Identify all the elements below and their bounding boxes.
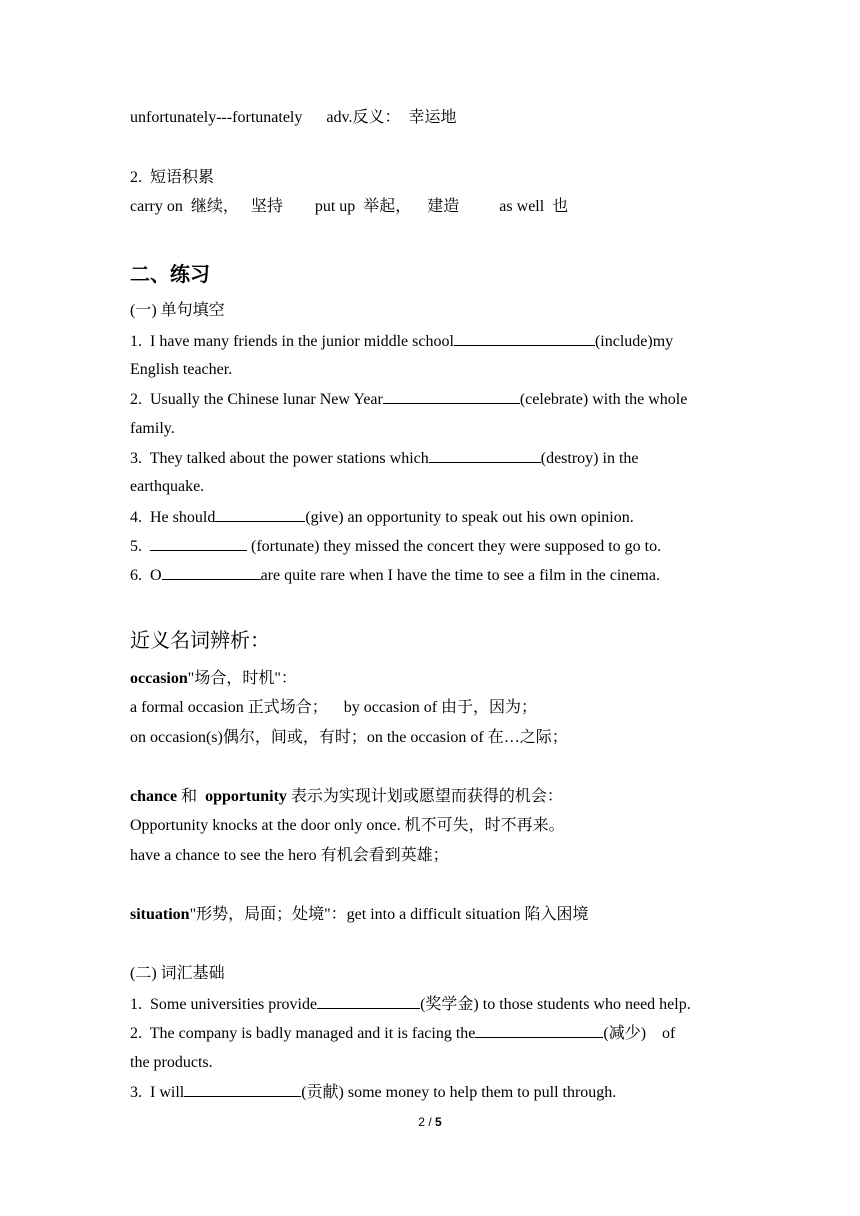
opportunity-word: opportunity	[205, 788, 287, 805]
exercise-item-3-cont: earthquake.	[130, 478, 205, 495]
part1-title: (一) 单句填空	[130, 302, 225, 319]
vocab-item-2-cont: the products.	[130, 1054, 213, 1071]
vocab-item-2: 2. The company is badly managed and it is facing the (减少) of	[130, 1025, 676, 1042]
vocab-item-1: 1. Some universities provide (奖学金) to those students who need help.	[130, 996, 691, 1013]
page-number: 2 / 5	[418, 1115, 442, 1129]
answer-blank-1[interactable]	[454, 331, 595, 346]
exercise-item-6: 6. O are quite rare when I have the time to see a film in the cinema.	[130, 567, 660, 584]
antonym-note: adv.反义： 幸运地	[326, 109, 457, 126]
part2-title: (二) 词汇基础	[130, 965, 225, 982]
vocab-blank-1[interactable]	[317, 994, 420, 1009]
antonym-line	[130, 108, 456, 128]
chance-example-1: Opportunity knocks at the door only once. 机不可失，时不再来。	[130, 817, 565, 834]
exercise-item-5: 5. (fortunate) they missed the concert they were supposed to go to.	[130, 538, 662, 555]
answer-blank-3[interactable]	[429, 448, 541, 463]
answer-blank-2[interactable]	[383, 389, 520, 404]
occasion-word: occasion	[130, 670, 188, 687]
situation-word: situation	[130, 906, 190, 923]
exercise-item-4: 4. He should (give) an opportunity to speak out his own opinion.	[130, 509, 634, 526]
occasion-example-1: a formal occasion 正式场合； by occasion of 由于，因为；	[130, 699, 538, 716]
chance-example-2: have a chance to see the hero 有机会看到英雄；	[130, 847, 449, 864]
answer-blank-6[interactable]	[162, 565, 261, 580]
phrases-line: carry on 继续， 坚持 put up 举起， 建造 as well 也	[130, 198, 569, 215]
exercise-item-3: 3. They talked about the power stations which (destroy) in the	[130, 450, 639, 467]
answer-blank-4[interactable]	[215, 507, 305, 522]
vocab-item-3: 3. I will (贡献) some money to help them to pull through.	[130, 1084, 617, 1101]
vocab-blank-3[interactable]	[184, 1082, 301, 1097]
answer-blank-5[interactable]	[150, 536, 247, 551]
exercise-item-1: 1. I have many friends in the junior middle school (include)my	[130, 333, 674, 350]
vocab-blank-2[interactable]	[475, 1023, 603, 1038]
exercise-item-2-cont: family.	[130, 420, 175, 437]
situation-line: situation"形势，局面；处境"：get into a difficult situation 陷入困境	[130, 906, 589, 923]
phrases-title: 2. 短语积累	[130, 169, 215, 186]
exercise-item-1-cont: English teacher.	[130, 361, 233, 378]
occasion-example-2: on occasion(s)偶尔，间或，有时；on the occasion of 在…之际；	[130, 729, 568, 746]
exercise-item-2: 2. Usually the Chinese lunar New Year (celebrate) with the whole	[130, 391, 688, 408]
chance-line: chance 和 opportunity 表示为实现计划或愿望而获得的机会：	[130, 788, 563, 805]
chance-word: chance	[130, 788, 178, 805]
occasion-line: occasion"场合，时机"：	[130, 670, 297, 687]
practice-heading: 二、练习	[130, 262, 210, 286]
antonym-word: unfortunately---fortunately	[130, 109, 303, 126]
synonyms-heading: 近义名词辨析：	[130, 628, 270, 652]
